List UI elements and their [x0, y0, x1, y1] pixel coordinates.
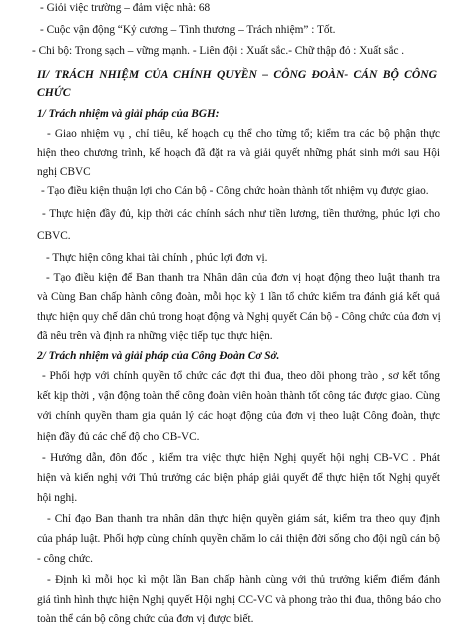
paragraph-line: và Cùng Ban chấp hành công đoàn, mỗi học kỳ 1 lần tổ chức kiểm tra đánh giá kết quả	[37, 291, 440, 303]
paragraph-line: giá tình hình thực hiện Nghị quyết Hội nghị CC-VC và phong trào thi đua, thông báo cho	[37, 594, 441, 606]
paragraph-line: - Phối hợp với chính quyền tổ chức các đợt thi đua, theo dõi phong trào , sơ kết tổng	[42, 370, 440, 382]
section-heading: II/ TRÁCH NHIỆM CỦA CHÍNH QUYỀN – CÔNG ĐOÀN- CÁN BỘ CÔNG	[37, 68, 437, 81]
paragraph-line: hiện theo chương trình, kế hoạch đã đặt ra và giải quyết những phát sinh mới sau Hội	[37, 147, 440, 159]
paragraph-line: - Giao nhiệm vụ , chỉ tiêu, kế hoạch cụ thể cho từng tổ; kiểm tra các bộ phận thực	[47, 128, 440, 140]
subsection-heading-1: 1/ Trách nhiệm và giải pháp của BGH:	[37, 108, 220, 120]
paragraph-line: - Chỉ đạo Ban thanh tra nhân dân thực hiện quyền giám sát, kiểm tra theo quy định	[47, 513, 440, 525]
paragraph-line: kết kịp thời , vận động toàn thể công đoàn viên hoàn thành tốt công tác được giao. Cùng	[37, 390, 440, 402]
text-line-3: - Chi bộ: Trong sạch – vững mạnh. - Liên đội : Xuất sắc.- Chữ thập đỏ : Xuất sắc .	[32, 45, 405, 57]
text-line-2: - Cuộc vận động “Kỷ cương – Tình thương – Trách nhiệm” : Tốt.	[40, 24, 336, 36]
paragraph-line: hiện đầy đủ các chế độ cho CB-VC.	[37, 431, 200, 443]
paragraph-line: với chính quyền tham gia quản lý các hoạt động của đơn vị theo luật Công đoàn, thực	[37, 410, 440, 422]
paragraph-line: - Thực hiện đầy đủ, kịp thời các chính sách như tiền lương, tiền thưởng, phúc lợi cho	[42, 208, 440, 220]
paragraph-line: - công chức.	[37, 553, 93, 565]
text-line-1: - Giỏi việc trường – đảm việc nhà: 68	[40, 2, 211, 14]
paragraph-line: hội nghị.	[37, 492, 78, 504]
paragraph-line: - Hướng dẫn, đôn đốc , kiểm tra việc thực hiện Nghị quyết hội nghị CB-VC . Phát	[42, 452, 440, 464]
paragraph-line: - Tạo điều kiện thuận lợi cho Cán bộ - Công chức hoàn thành tốt nhiệm vụ được giao.	[41, 185, 429, 197]
paragraph-line: CBVC.	[37, 230, 71, 242]
paragraph-line: toàn thể cán bộ công chức của đơn vị được biết.	[37, 613, 254, 625]
paragraph-line: nghị CBVC	[37, 166, 91, 178]
paragraph-line: - Tạo điều kiện để Ban thanh tra Nhân dân của đơn vị hoạt động theo luật thanh tra	[46, 272, 440, 284]
paragraph-line: đã nêu trên và định ra những việc tiếp tục thực hiện.	[37, 330, 273, 342]
paragraph-line: - Định kì mỗi học kì một lần Ban chấp hành cùng với thủ trưởng kiểm điểm đánh	[47, 574, 440, 586]
paragraph-line: thực hiện quy chế dân chủ trong hoạt động và Nghị quyết Cán bộ - Công chức của đơn vị	[37, 311, 441, 323]
paragraph-line: hiện và kiến nghị với Thủ trưởng các biện pháp giải quyết để thực hiện tốt Nghị quyết	[37, 472, 440, 484]
paragraph-line: - Thực hiện công khai tài chính , phúc lợi đơn vị.	[46, 252, 268, 264]
paragraph-line: của pháp luật. Phối hợp cùng chính quyền chăm lo cải thiện đời sống cho đội ngũ cán bộ	[37, 533, 440, 545]
section-heading-cont: CHỨC	[37, 86, 71, 99]
subsection-heading-2: 2/ Trách nhiệm và giải pháp của Công Đoàn Cơ Sở.	[37, 350, 280, 362]
